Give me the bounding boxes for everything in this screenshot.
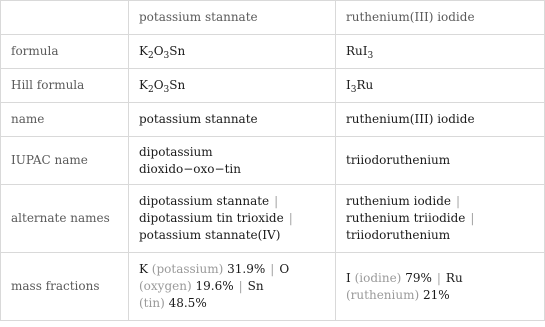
row-label-alternate-names: alternate names: [1, 185, 129, 253]
column-header-ruthenium-iodide: ruthenium(III) iodide: [336, 1, 545, 35]
table-row-iupac-name: [1, 137, 545, 185]
corner-cell: [1, 1, 129, 35]
hill-formula-potassium-stannate: $K_2O_3Sn$: [129, 69, 336, 103]
table-row-name: [1, 103, 545, 137]
formula-ruthenium-iodide: RuI$_3$: [336, 35, 545, 69]
table-row-hill-formula: [1, 69, 545, 103]
table-row-alternate-names: [1, 185, 545, 253]
iupac-name-potassium-stannate: dipotassium dioxido−oxo−tin: [129, 137, 336, 185]
table-row-mass-fractions: [1, 253, 545, 321]
mass-fractions-potassium-stannate: K (potassium) 31.9% | O (oxygen) 19.6% | Sn (tin) 48.5%: [129, 253, 336, 321]
row-label-iupac-name: IUPAC name: [1, 137, 129, 185]
name-ruthenium-iodide: ruthenium(III) iodide: [336, 103, 545, 137]
table-row-formula: [1, 35, 545, 69]
row-label-formula: formula: [1, 35, 129, 69]
hill-formula-ruthenium-iodide: $I_3Ru$: [336, 69, 545, 103]
row-label-mass-fractions: mass fractions: [1, 253, 129, 321]
iupac-name-ruthenium-iodide: triiodoruthenium: [336, 137, 545, 185]
alternate-names-potassium-stannate: dipotassium stannate | dipotassium tin trioxide | potassium stannate(IV): [129, 185, 336, 253]
alternate-names-ruthenium-iodide: ruthenium iodide | ruthenium triiodide | triiodoruthenium: [336, 185, 545, 253]
name-potassium-stannate: potassium stannate: [129, 103, 336, 137]
formula-potassium-stannate: $K_2O_3Sn$: [129, 35, 336, 69]
header-row: [1, 1, 545, 35]
mass-fractions-ruthenium-iodide: I (iodine) 79% | Ru (ruthenium) 21%: [336, 253, 545, 321]
row-label-name: name: [1, 103, 129, 137]
column-header-potassium-stannate: potassium stannate: [129, 1, 336, 35]
row-label-hill-formula: Hill formula: [1, 69, 129, 103]
